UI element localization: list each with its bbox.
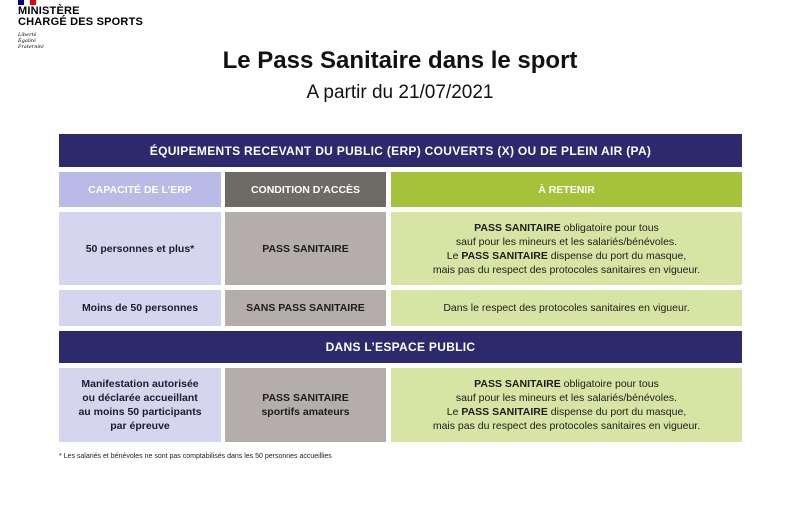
row3-capacity-line3: au moins 50 participants <box>78 406 202 418</box>
row3-retain-line3-pre: Le <box>446 406 462 418</box>
row3-capacity-line1: Manifestation autorisée <box>81 378 199 390</box>
page-subtitle: A partir du 21/07/2021 <box>306 82 494 103</box>
column-header-condition: CONDITION D’ACCÈS <box>225 172 386 207</box>
motto-liberte: Liberté <box>18 32 37 38</box>
page-title: Le Pass Sanitaire dans le sport <box>222 47 578 74</box>
row3-condition-line2: sportifs amateurs <box>261 406 350 418</box>
row2-retain: Dans le respect des protocoles sanitaires en vigueur. <box>391 290 742 326</box>
row2-capacity: Moins de 50 personnes <box>59 290 221 326</box>
row1-capacity: 50 personnes et plus* <box>59 212 221 285</box>
row1-retain-line4: mais pas du respect des protocoles sanitaires en vigueur. <box>432 263 701 276</box>
row3-retain-pass-bold: PASS SANITAIRE <box>474 378 561 390</box>
row1-retain-line3-rest: dispense du port du masque, <box>547 249 687 262</box>
footnote: * Les salariés et bénévoles ne sont pas comptabilisés dans les 50 personnes accueillies <box>59 453 332 460</box>
row3-retain-line2: sauf pour les mineurs et les salariés/bénévoles. <box>455 392 678 404</box>
row3-retain-line3-rest: dispense du port du masque, <box>547 406 687 418</box>
row1-retain-line2: sauf pour les mineurs et les salariés/bénévoles. <box>455 235 678 248</box>
column-header-capacity: CAPACITÉ DE L’ERP <box>59 172 221 207</box>
column-header-retain: À RETENIR <box>391 172 742 207</box>
motto-egalite: Égalité <box>18 38 36 44</box>
row3-capacity <box>59 368 221 442</box>
row1-retain-line3-pre: Le <box>446 249 462 262</box>
motto-fraternite: Fraternité <box>18 44 44 50</box>
ministry-name <box>18 6 143 28</box>
row3-retain-line4: mais pas du respect des protocoles sanitaires en vigueur. <box>432 420 701 432</box>
ministry-line-2: CHARGÉ DES SPORTS <box>18 16 144 28</box>
row3-condition-line1: PASS SANITAIRE <box>262 392 349 404</box>
row3-capacity-line4: par épreuve <box>110 420 170 432</box>
row1-retain-pass-bold: PASS SANITAIRE <box>474 221 561 234</box>
row3-condition <box>225 368 386 442</box>
row1-retain <box>391 212 742 285</box>
erp-section-heading: ÉQUIPEMENTS RECEVANT DU PUBLIC (ERP) COUVERTS (X) OU DE PLEIN AIR (PA) <box>59 134 742 167</box>
row2-condition: SANS PASS SANITAIRE <box>225 290 386 326</box>
public-section-heading: DANS L’ESPACE PUBLIC <box>59 331 742 363</box>
row1-retain-line1: obligatoire pour tous <box>560 221 659 234</box>
row3-retain-line1: obligatoire pour tous <box>560 378 659 390</box>
row1-retain-line3-bold: PASS SANITAIRE <box>461 249 548 262</box>
row3-retain-line3-bold: PASS SANITAIRE <box>461 406 548 418</box>
ministry-line-1: MINISTÈRE <box>18 5 80 17</box>
row3-retain <box>391 368 742 442</box>
row3-capacity-line2: ou déclarée accueillant <box>82 392 198 404</box>
row1-condition: PASS SANITAIRE <box>225 212 386 285</box>
